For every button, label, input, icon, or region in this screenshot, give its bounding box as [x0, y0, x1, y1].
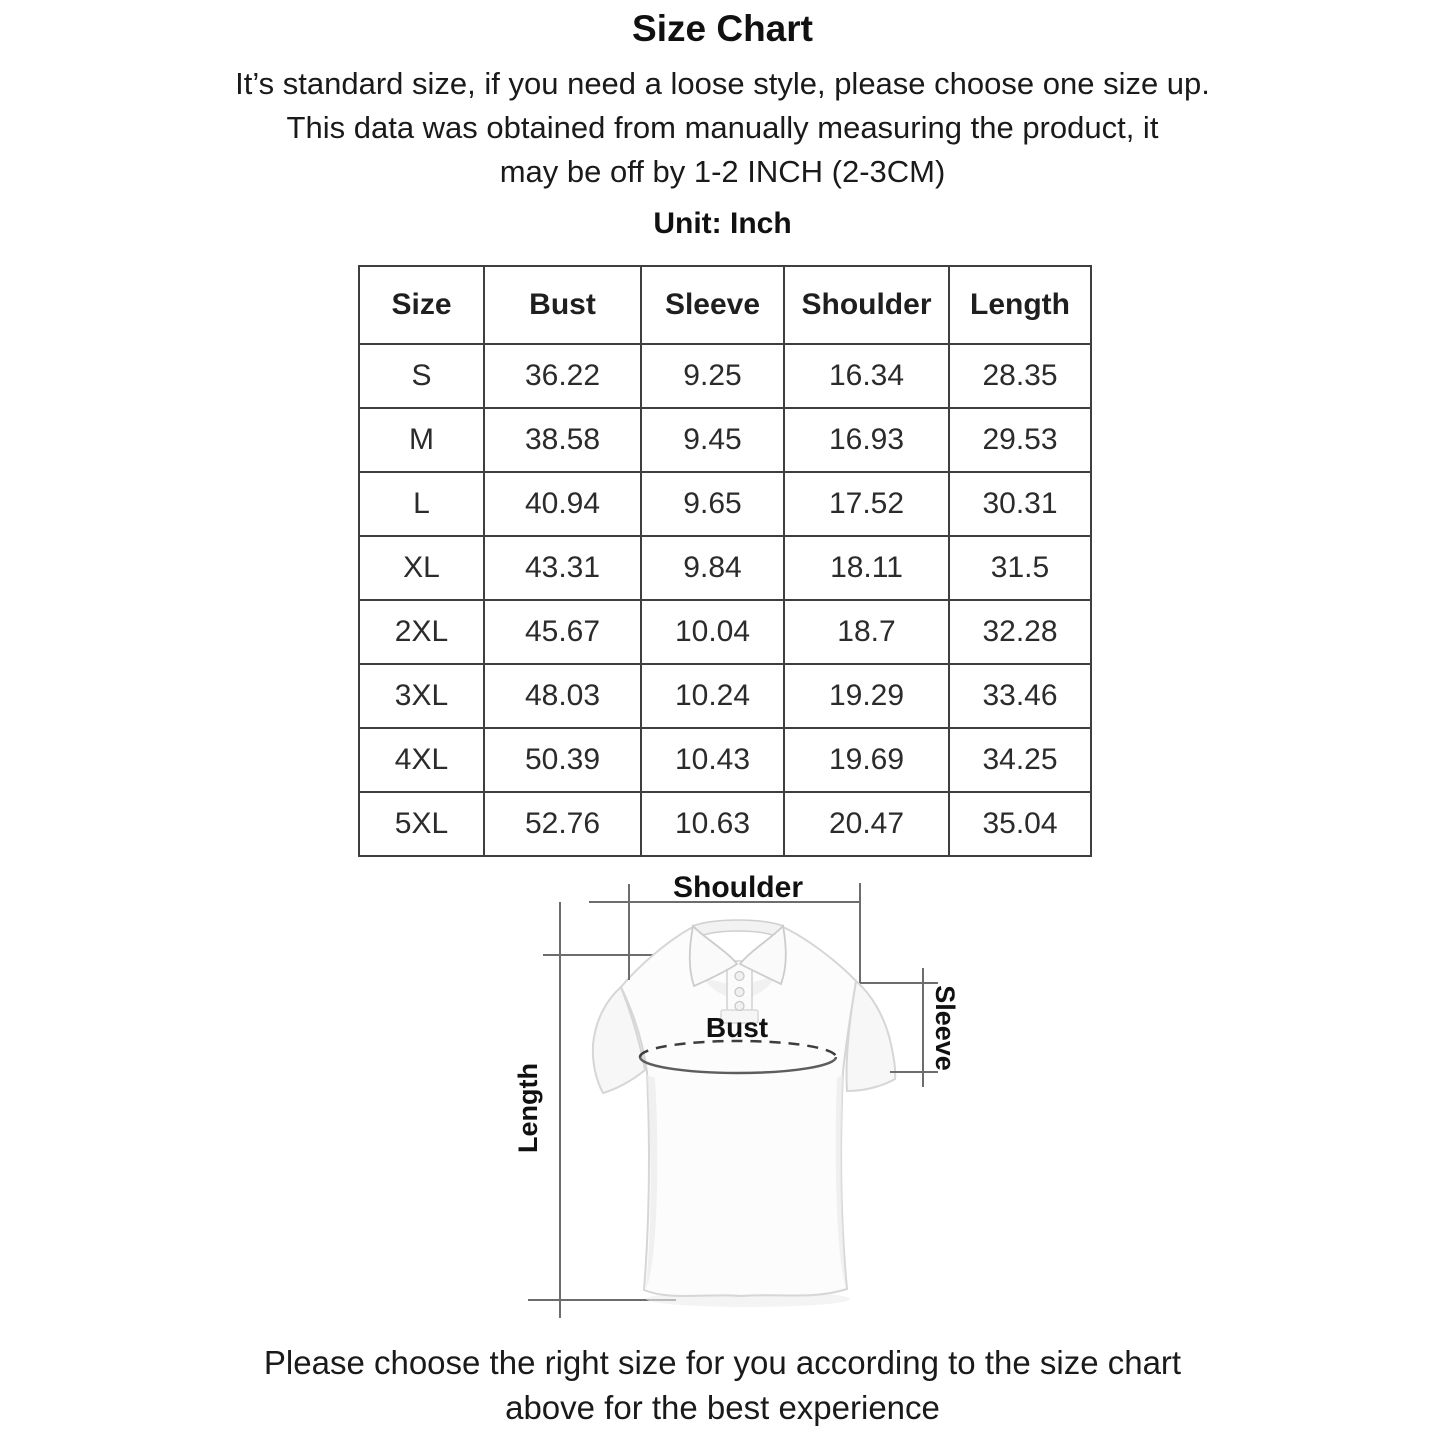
subtitle-line-3: may be off by 1-2 INCH (2-3CM)	[499, 154, 946, 189]
shoulder-cell: 20.47	[784, 792, 949, 856]
size-cell: XL	[359, 536, 484, 600]
subtitle-line-2: This data was obtained from manually measuring the product, it	[286, 110, 1159, 145]
bust-cell: 48.03	[484, 664, 641, 728]
shirt-measurement-diagram	[490, 865, 970, 1335]
shoulder-cell: 19.69	[784, 728, 949, 792]
sleeve-cell: 9.84	[641, 536, 784, 600]
table-row-3xl	[359, 664, 1091, 728]
table-row-m	[359, 408, 1091, 472]
sleeve-cell: 10.43	[641, 728, 784, 792]
polo-shirt-graphic	[593, 920, 895, 1307]
bust-label: Bust	[705, 1012, 769, 1043]
subtitle-line-1: It’s standard size, if you need a loose style, please choose one size up.	[235, 66, 1210, 101]
footer-line-2: above for the best experience	[505, 1389, 940, 1426]
length-cell: 30.31	[949, 472, 1091, 536]
shoulder-label: Shoulder	[672, 871, 804, 904]
size-cell: M	[359, 408, 484, 472]
size-cell: L	[359, 472, 484, 536]
table-row-xl	[359, 536, 1091, 600]
column-header-length: Length	[949, 266, 1091, 344]
footer-note	[0, 1340, 1445, 1430]
table-row-s	[359, 344, 1091, 408]
bust-cell: 36.22	[484, 344, 641, 408]
table-row-2xl	[359, 600, 1091, 664]
sleeve-cell: 9.65	[641, 472, 784, 536]
table-header-row	[359, 266, 1091, 344]
column-header-size: Size	[359, 266, 484, 344]
length-cell: 33.46	[949, 664, 1091, 728]
size-cell: 2XL	[359, 600, 484, 664]
bust-cell: 52.76	[484, 792, 641, 856]
size-chart-table	[358, 265, 1092, 857]
shoulder-cell: 16.93	[784, 408, 949, 472]
bust-cell: 40.94	[484, 472, 641, 536]
bust-cell: 43.31	[484, 536, 641, 600]
length-cell: 31.5	[949, 536, 1091, 600]
size-cell: 3XL	[359, 664, 484, 728]
length-cell: 34.25	[949, 728, 1091, 792]
size-cell: 4XL	[359, 728, 484, 792]
table-row-5xl	[359, 792, 1091, 856]
sleeve-cell: 10.24	[641, 664, 784, 728]
shoulder-cell: 17.52	[784, 472, 949, 536]
shoulder-cell: 18.7	[784, 600, 949, 664]
sleeve-cell: 10.63	[641, 792, 784, 856]
length-cell: 32.28	[949, 600, 1091, 664]
column-header-sleeve: Sleeve	[641, 266, 784, 344]
shoulder-cell: 16.34	[784, 344, 949, 408]
length-label: Length	[513, 1063, 543, 1153]
bust-cell: 50.39	[484, 728, 641, 792]
shoulder-cell: 18.11	[784, 536, 949, 600]
table-row-4xl	[359, 728, 1091, 792]
sleeve-cell: 10.04	[641, 600, 784, 664]
table-row-l	[359, 472, 1091, 536]
footer-line-1: Please choose the right size for you according to the size chart	[263, 1344, 1182, 1381]
bust-cell: 38.58	[484, 408, 641, 472]
bust-cell: 45.67	[484, 600, 641, 664]
sleeve-label: Sleeve	[930, 985, 960, 1071]
page-title: Size Chart	[632, 8, 813, 49]
size-cell: 5XL	[359, 792, 484, 856]
column-header-shoulder: Shoulder	[784, 266, 949, 344]
length-cell: 29.53	[949, 408, 1091, 472]
shoulder-cell: 19.29	[784, 664, 949, 728]
length-cell: 35.04	[949, 792, 1091, 856]
sleeve-cell: 9.45	[641, 408, 784, 472]
column-header-bust: Bust	[484, 266, 641, 344]
subtitle	[0, 62, 1445, 194]
unit-label: Unit: Inch	[653, 207, 792, 240]
size-cell: S	[359, 344, 484, 408]
length-cell: 28.35	[949, 344, 1091, 408]
sleeve-cell: 9.25	[641, 344, 784, 408]
